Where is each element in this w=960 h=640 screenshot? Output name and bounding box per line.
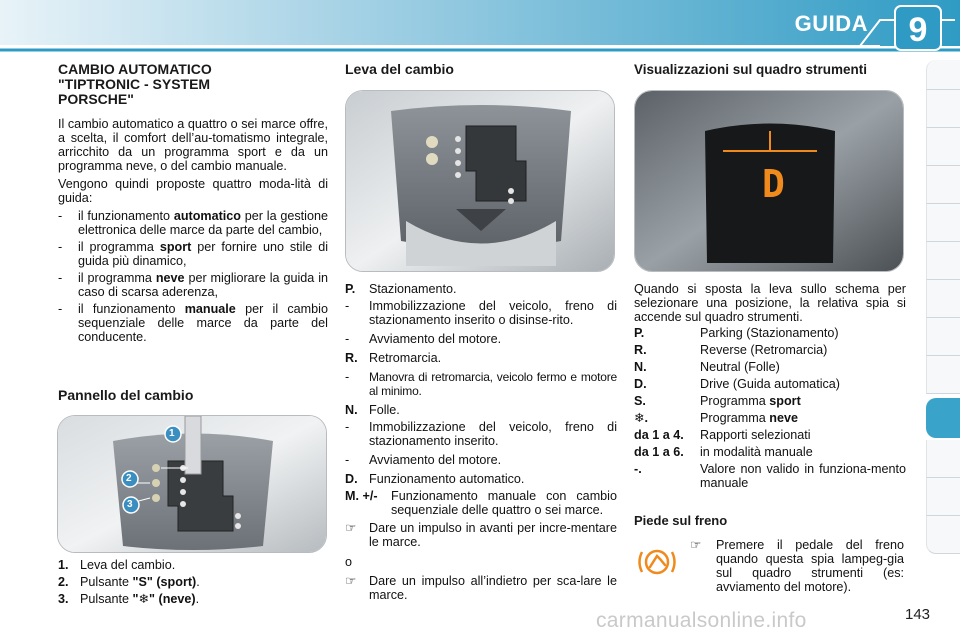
display-item: S. Programma sport: [634, 394, 801, 408]
modes-list: [58, 209, 328, 344]
display-gear-letter: D: [762, 162, 785, 206]
display-item: da 1 a 4. Rapporti selezionati: [634, 428, 811, 442]
lever-item: - Avviamento del motore.: [345, 453, 502, 467]
lever-positions-list: [345, 282, 617, 605]
hand-icon: ☞: [690, 538, 702, 552]
display-intro: Quando si sposta la leva sullo schema per selezionare una posizione, la relativa spia si accende sul quadro strumenti.: [634, 282, 906, 324]
mode-item: - il programma sport per fornire uno stile di guida più dinamico,: [58, 240, 328, 268]
chapter-tab[interactable]: [926, 280, 960, 318]
legend-item: 1. Leva del cambio.: [58, 558, 176, 572]
header-title: GUIDA: [794, 11, 868, 36]
intro-paragraph-2: Vengono quindi proposte quattro moda-lità di guida:: [58, 177, 328, 205]
lever-item: ☞ Dare un impulso in avanti per incre-mentare le marce.: [345, 521, 617, 549]
chapter-tab[interactable]: [926, 356, 960, 394]
mode-item: - il funzionamento manuale per il cambio sequenziale delle marce da parte del conducente.: [58, 302, 328, 344]
chapter-tab[interactable]: [926, 478, 960, 516]
brake-title: Piede sul freno: [634, 513, 728, 528]
callout-1: 1: [169, 428, 175, 439]
display-item: D. Drive (Guida automatica): [634, 377, 840, 391]
display-title: Visualizzazioni sul quadro strumenti: [634, 62, 868, 77]
lever-item: - Avviamento del motore.: [345, 332, 502, 346]
legend-item: 3. Pulsante "❄" (neve).: [58, 592, 200, 606]
chapter-tab[interactable]: [926, 128, 960, 166]
mode-item: - il programma neve per migliorare la guida in caso di scarsa aderenza,: [58, 271, 328, 299]
lever-item: - Immobilizzazione del veicolo, freno di stazionamento inserito.: [345, 420, 617, 448]
chapter-tab[interactable]: [926, 516, 960, 554]
gear-panel-photo: [57, 415, 327, 553]
legend-item: 2. Pulsante "S" (sport).: [58, 575, 200, 589]
display-item: N. Neutral (Folle): [634, 360, 780, 374]
intro-paragraph: Il cambio automatico a quattro o sei marce offre, a scelta, il comfort dell’au-tomatismo integrale, arricchito da un programma sport e da un programma neve, o del cambio manuale.: [58, 117, 328, 173]
lever-item: - Immobilizzazione del veicolo, freno di stazionamento inserito o disinse-rito.: [345, 299, 617, 327]
lever-item: ☞ Dare un impulso all’indietro per sca-lare le marce.: [345, 574, 617, 602]
chapter-tab[interactable]: [926, 318, 960, 356]
chapter-tabs: [925, 60, 960, 580]
chapter-tab-active[interactable]: [926, 398, 960, 438]
callout-3: 3: [127, 499, 133, 510]
brake-warning-icon: [637, 545, 677, 579]
chapter-number: 9: [908, 11, 928, 49]
brake-instruction: ☞ Premere il pedale del freno quando questa spia lampeg-gia sul quadro strumenti (es: avviamento del motore).: [690, 538, 904, 594]
lever-title: Leva del cambio: [345, 61, 454, 77]
section-title: CAMBIO AUTOMATICO "TIPTRONIC - SYSTEM PORSCHE": [58, 61, 212, 107]
snowflake-icon: ❄.: [634, 411, 649, 425]
display-item: da 1 a 6. in modalità manuale: [634, 445, 813, 459]
hand-icon: ☞: [345, 574, 357, 588]
page-number: 143: [905, 606, 931, 623]
chapter-tab[interactable]: [926, 166, 960, 204]
panel-legend: [58, 558, 328, 609]
lever-item: - Manovra di retromarcia, veicolo fermo e motore al minimo.: [345, 370, 617, 398]
lever-item: D. Funzionamento automatico.: [345, 472, 525, 486]
watermark: carmanualsonline.info: [596, 609, 807, 632]
or-text: o: [345, 555, 353, 569]
display-legend: [634, 282, 906, 493]
display-item: R. Reverse (Retromarcia): [634, 343, 828, 357]
callout-2: 2: [126, 473, 132, 484]
panel-title: Pannello del cambio: [58, 387, 194, 403]
lever-item: M. +/- Funzionamento manuale con cambio sequenziale delle quattro o sei marce.: [345, 489, 617, 517]
chapter-tab[interactable]: [926, 60, 960, 90]
chapter-tab[interactable]: [926, 90, 960, 128]
instrument-display-photo: [634, 90, 904, 272]
column-automatic-gearbox: [58, 62, 328, 347]
lever-item: R. Retromarcia.: [345, 351, 442, 365]
gear-lever-photo: [345, 90, 615, 272]
chapter-tab[interactable]: [926, 204, 960, 242]
display-item: P. Parking (Stazionamento): [634, 326, 839, 340]
mode-item: - il funzionamento automatico per la gestione elettronica delle marce da parte del cambio,: [58, 209, 328, 237]
chapter-tab[interactable]: [926, 242, 960, 280]
page-header: [0, 0, 960, 55]
chapter-tab[interactable]: [926, 440, 960, 478]
display-item: ❄. Programma neve: [634, 411, 799, 425]
hand-icon: ☞: [345, 521, 357, 535]
lever-item: N. Folle.: [345, 403, 400, 417]
lever-item: P. Stazionamento.: [345, 282, 457, 296]
display-item: -. Valore non valido in funziona-mento manuale: [634, 462, 906, 490]
